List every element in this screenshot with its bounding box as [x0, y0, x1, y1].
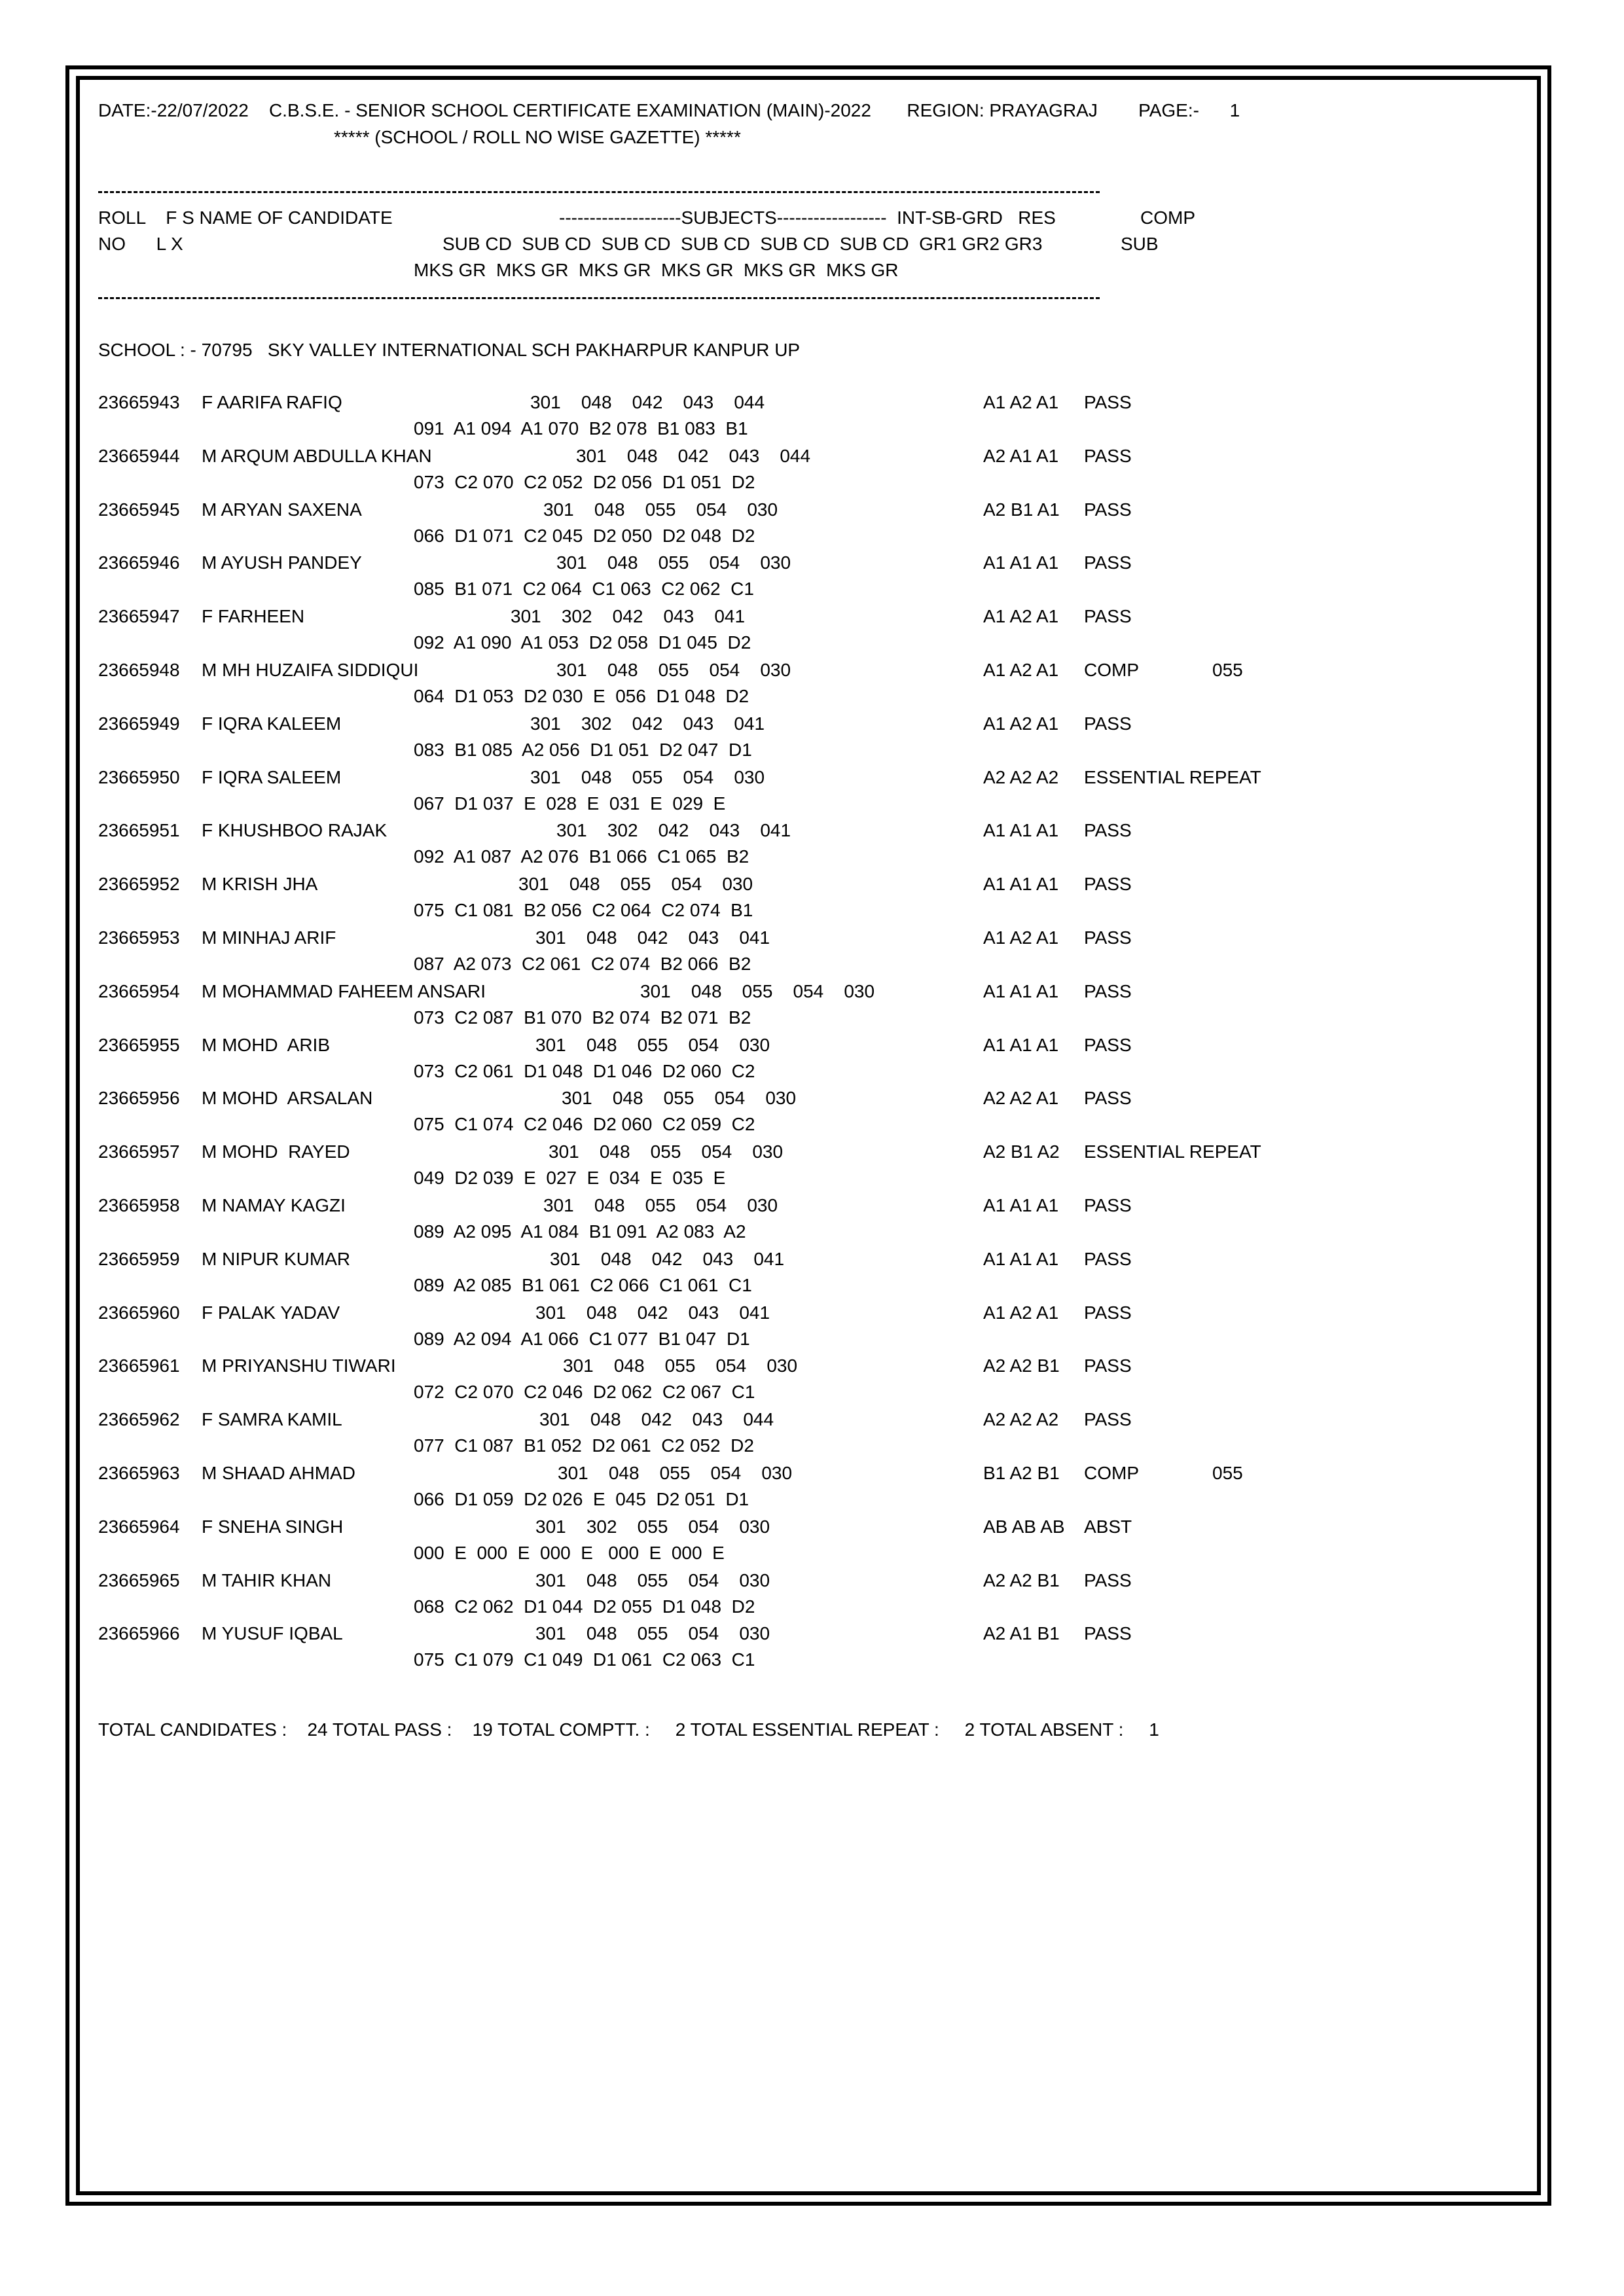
candidate-marks-grades: 067 D1 037 E 028 E 031 E 029 E	[414, 793, 726, 814]
candidate-roll: 23665958	[98, 1195, 180, 1215]
candidate-subject-codes: 301 048 042 043 044	[530, 392, 765, 412]
header-line-2: ***** (SCHOOL / ROLL NO WISE GAZETTE) *****	[334, 127, 741, 147]
candidate-subject-codes: 301 048 055 054 030	[556, 552, 791, 573]
candidate-name: M AYUSH PANDEY	[202, 552, 362, 573]
candidate-name: M MH HUZAIFA SIDDIQUI	[202, 660, 419, 680]
candidate-marks-grades: 083 B1 085 A2 056 D1 051 D2 047 D1	[414, 740, 752, 760]
col-header-sub: SUB	[1121, 234, 1159, 254]
candidate-internal-grades: A1 A2 A1	[983, 713, 1059, 734]
col-header-no-lx: NO L X	[98, 234, 183, 254]
candidate-subject-codes: 301 048 055 054 030	[543, 499, 778, 520]
candidate-result: PASS	[1084, 927, 1132, 948]
candidate-roll: 23665948	[98, 660, 180, 680]
candidate-result: PASS	[1084, 981, 1132, 1001]
candidate-name: F AARIFA RAFIQ	[202, 392, 342, 412]
candidate-subject-codes: 301 048 055 054 030	[530, 767, 765, 787]
candidate-subject-codes: 301 048 042 043 041	[550, 1249, 785, 1269]
candidate-result: PASS	[1084, 606, 1132, 626]
candidate-roll: 23665957	[98, 1141, 180, 1162]
candidate-result: PASS	[1084, 392, 1132, 412]
candidate-internal-grades: A2 A2 B1	[983, 1570, 1060, 1590]
candidate-marks-grades: 075 C1 079 C1 049 D1 061 C2 063 C1	[414, 1649, 755, 1670]
candidate-roll: 23665962	[98, 1409, 180, 1429]
candidate-marks-grades: 075 C1 074 C2 046 D2 060 C2 059 C2	[414, 1114, 755, 1134]
candidate-result: PASS	[1084, 874, 1132, 894]
candidate-roll: 23665965	[98, 1570, 180, 1590]
candidate-marks-grades: 073 C2 087 B1 070 B2 074 B2 071 B2	[414, 1007, 751, 1028]
candidate-marks-grades: 089 A2 094 A1 066 C1 077 B1 047 D1	[414, 1329, 750, 1349]
candidate-marks-grades: 089 A2 085 B1 061 C2 066 C1 061 C1	[414, 1275, 752, 1295]
candidate-marks-grades: 066 D1 059 D2 026 E 045 D2 051 D1	[414, 1489, 749, 1509]
candidate-roll: 23665949	[98, 713, 180, 734]
candidate-subject-codes: 301 302 055 054 030	[535, 1516, 770, 1537]
candidate-name: M NAMAY KAGZI	[202, 1195, 346, 1215]
candidate-roll: 23665959	[98, 1249, 180, 1269]
header-divider-bottom	[98, 297, 1100, 299]
candidate-subject-codes: 301 048 055 054 030	[535, 1035, 770, 1055]
candidate-result: PASS	[1084, 1035, 1132, 1055]
candidate-internal-grades: A1 A1 A1	[983, 981, 1059, 1001]
col-header-comp: COMP	[1140, 207, 1195, 228]
candidate-subject-codes: 301 048 055 054 030	[549, 1141, 784, 1162]
candidate-result: PASS	[1084, 499, 1132, 520]
candidate-subject-codes: 301 048 055 054 030	[640, 981, 875, 1001]
candidate-name: F SAMRA KAMIL	[202, 1409, 342, 1429]
candidate-internal-grades: A2 A2 A2	[983, 1409, 1059, 1429]
candidate-roll: 23665944	[98, 446, 180, 466]
candidate-roll: 23665951	[98, 820, 180, 840]
candidate-comp-subject: 055	[1212, 1463, 1243, 1483]
candidate-marks-grades: 049 D2 039 E 027 E 034 E 035 E	[414, 1168, 726, 1188]
candidate-name: M PRIYANSHU TIWARI	[202, 1355, 396, 1376]
candidate-name: F SNEHA SINGH	[202, 1516, 344, 1537]
candidate-roll: 23665954	[98, 981, 180, 1001]
candidate-subject-codes: 301 302 042 043 041	[556, 820, 791, 840]
candidate-name: M SHAAD AHMAD	[202, 1463, 355, 1483]
candidate-roll: 23665956	[98, 1088, 180, 1108]
candidate-result: PASS	[1084, 552, 1132, 573]
candidate-subject-codes: 301 048 055 054 030	[563, 1355, 798, 1376]
candidate-name: M MOHD RAYED	[202, 1141, 350, 1162]
candidate-internal-grades: A2 A2 B1	[983, 1355, 1060, 1376]
candidate-subject-codes: 301 302 042 043 041	[511, 606, 746, 626]
candidate-name: F IQRA SALEEM	[202, 767, 342, 787]
candidate-internal-grades: A1 A1 A1	[983, 1249, 1059, 1269]
candidate-internal-grades: A2 B1 A2	[983, 1141, 1060, 1162]
candidate-internal-grades: A1 A1 A1	[983, 1195, 1059, 1215]
candidate-roll: 23665946	[98, 552, 180, 573]
candidate-roll: 23665961	[98, 1355, 180, 1376]
candidate-result: PASS	[1084, 820, 1132, 840]
candidate-roll: 23665945	[98, 499, 180, 520]
candidate-marks-grades: 085 B1 071 C2 064 C1 063 C2 062 C1	[414, 579, 754, 599]
candidate-subject-codes: 301 048 042 043 044	[576, 446, 811, 466]
candidate-name: M KRISH JHA	[202, 874, 318, 894]
candidate-name: M MOHD ARSALAN	[202, 1088, 373, 1108]
candidate-result: PASS	[1084, 1302, 1132, 1323]
col-header-subjects: --------------------SUBJECTS------------------ INT-SB-GRD RES	[559, 207, 1056, 228]
candidate-internal-grades: A1 A1 A1	[983, 1035, 1059, 1055]
candidate-internal-grades: A2 A2 A2	[983, 767, 1059, 787]
candidate-internal-grades: B1 A2 B1	[983, 1463, 1060, 1483]
candidate-result: COMP	[1084, 1463, 1139, 1483]
candidate-result: PASS	[1084, 1409, 1132, 1429]
candidate-marks-grades: 075 C1 081 B2 056 C2 064 C2 074 B1	[414, 900, 753, 920]
candidate-result: ABST	[1084, 1516, 1132, 1537]
candidate-internal-grades: A2 B1 A1	[983, 499, 1060, 520]
candidate-subject-codes: 301 048 055 054 030	[556, 660, 791, 680]
candidate-result: PASS	[1084, 1249, 1132, 1269]
candidate-name: F KHUSHBOO RAJAK	[202, 820, 388, 840]
candidate-roll: 23665964	[98, 1516, 180, 1537]
candidate-result: PASS	[1084, 713, 1132, 734]
candidate-name: M NIPUR KUMAR	[202, 1249, 351, 1269]
candidate-name: F IQRA KALEEM	[202, 713, 342, 734]
candidate-marks-grades: 092 A1 087 A2 076 B1 066 C1 065 B2	[414, 846, 749, 867]
candidate-internal-grades: A1 A2 A1	[983, 927, 1059, 948]
candidate-internal-grades: A2 A1 A1	[983, 446, 1059, 466]
candidate-roll: 23665963	[98, 1463, 180, 1483]
school-line: SCHOOL : - 70795 SKY VALLEY INTERNATIONAL SCH PAKHARPUR KANPUR UP	[98, 340, 801, 360]
candidate-subject-codes: 301 048 055 054 030	[535, 1623, 770, 1643]
header-divider-top	[98, 191, 1100, 193]
candidate-marks-grades: 087 A2 073 C2 061 C2 074 B2 066 B2	[414, 954, 751, 974]
candidate-roll: 23665947	[98, 606, 180, 626]
candidate-internal-grades: A1 A1 A1	[983, 874, 1059, 894]
candidate-result: PASS	[1084, 1355, 1132, 1376]
candidate-comp-subject: 055	[1212, 660, 1243, 680]
candidate-internal-grades: A1 A2 A1	[983, 1302, 1059, 1323]
candidate-name: M MOHD ARIB	[202, 1035, 331, 1055]
candidate-name: M YUSUF IQBAL	[202, 1623, 343, 1643]
col-header-roll-name: ROLL F S NAME OF CANDIDATE	[98, 207, 393, 228]
candidate-roll: 23665953	[98, 927, 180, 948]
candidate-result: PASS	[1084, 446, 1132, 466]
candidate-subject-codes: 301 048 055 054 030	[558, 1463, 793, 1483]
candidate-roll: 23665960	[98, 1302, 180, 1323]
candidate-name: M ARYAN SAXENA	[202, 499, 362, 520]
candidate-marks-grades: 072 C2 070 C2 046 D2 062 C2 067 C1	[414, 1382, 755, 1402]
candidate-internal-grades: A1 A2 A1	[983, 660, 1059, 680]
candidate-roll: 23665966	[98, 1623, 180, 1643]
candidate-name: M MINHAJ ARIF	[202, 927, 336, 948]
candidate-name: F FARHEEN	[202, 606, 305, 626]
candidate-result: PASS	[1084, 1623, 1132, 1643]
candidate-marks-grades: 000 E 000 E 000 E 000 E 000 E	[414, 1543, 725, 1563]
candidate-internal-grades: AB AB AB	[983, 1516, 1065, 1537]
candidate-internal-grades: A2 A2 A1	[983, 1088, 1059, 1108]
col-header-subcd: SUB CD SUB CD SUB CD SUB CD SUB CD SUB CD GR1 GR2 GR3	[442, 234, 1043, 254]
candidate-result: PASS	[1084, 1195, 1132, 1215]
candidate-name: M ARQUM ABDULLA KHAN	[202, 446, 432, 466]
candidate-roll: 23665950	[98, 767, 180, 787]
candidate-subject-codes: 301 048 055 054 030	[543, 1195, 778, 1215]
candidate-result: COMP	[1084, 660, 1139, 680]
candidate-result: ESSENTIAL REPEAT	[1084, 1141, 1261, 1162]
candidate-name: M MOHAMMAD FAHEEM ANSARI	[202, 981, 486, 1001]
candidate-marks-grades: 091 A1 094 A1 070 B2 078 B1 083 B1	[414, 418, 748, 439]
candidate-subject-codes: 301 048 042 043 041	[535, 1302, 770, 1323]
candidate-subject-codes: 301 048 042 043 044	[539, 1409, 774, 1429]
header-line-1: DATE:-22/07/2022 C.B.S.E. - SENIOR SCHOOL CERTIFICATE EXAMINATION (MAIN)-2022 REGION: PRAYAGRAJ PAGE:- 1	[98, 100, 1240, 120]
candidate-roll: 23665943	[98, 392, 180, 412]
candidate-result: ESSENTIAL REPEAT	[1084, 767, 1261, 787]
candidate-marks-grades: 066 D1 071 C2 045 D2 050 D2 048 D2	[414, 526, 755, 546]
col-header-mksgr: MKS GR MKS GR MKS GR MKS GR MKS GR MKS GR	[414, 260, 899, 280]
candidate-subject-codes: 301 048 055 054 030	[535, 1570, 770, 1590]
candidate-result: PASS	[1084, 1570, 1132, 1590]
candidate-marks-grades: 064 D1 053 D2 030 E 056 D1 048 D2	[414, 686, 749, 706]
candidate-name: F PALAK YADAV	[202, 1302, 340, 1323]
candidate-subject-codes: 301 048 055 054 030	[518, 874, 753, 894]
candidate-subject-codes: 301 048 042 043 041	[535, 927, 770, 948]
candidate-name: M TAHIR KHAN	[202, 1570, 332, 1590]
candidate-result: PASS	[1084, 1088, 1132, 1108]
candidate-roll: 23665952	[98, 874, 180, 894]
candidate-subject-codes: 301 048 055 054 030	[562, 1088, 797, 1108]
candidate-marks-grades: 073 C2 070 C2 052 D2 056 D1 051 D2	[414, 472, 755, 492]
candidate-subject-codes: 301 302 042 043 041	[530, 713, 765, 734]
candidate-internal-grades: A1 A2 A1	[983, 606, 1059, 626]
candidate-internal-grades: A2 A1 B1	[983, 1623, 1060, 1643]
candidate-internal-grades: A1 A1 A1	[983, 552, 1059, 573]
candidate-marks-grades: 073 C2 061 D1 048 D1 046 D2 060 C2	[414, 1061, 755, 1081]
candidate-internal-grades: A1 A1 A1	[983, 820, 1059, 840]
candidate-internal-grades: A1 A2 A1	[983, 392, 1059, 412]
candidate-marks-grades: 068 C2 062 D1 044 D2 055 D1 048 D2	[414, 1596, 755, 1617]
candidate-marks-grades: 077 C1 087 B1 052 D2 061 C2 052 D2	[414, 1435, 754, 1456]
candidate-roll: 23665955	[98, 1035, 180, 1055]
totals-line: TOTAL CANDIDATES : 24 TOTAL PASS : 19 TOTAL COMPTT. : 2 TOTAL ESSENTIAL REPEAT : 2 TOTAL ABSENT : 1	[98, 1719, 1159, 1740]
candidate-marks-grades: 092 A1 090 A1 053 D2 058 D1 045 D2	[414, 632, 751, 653]
candidate-marks-grades: 089 A2 095 A1 084 B1 091 A2 083 A2	[414, 1221, 746, 1242]
